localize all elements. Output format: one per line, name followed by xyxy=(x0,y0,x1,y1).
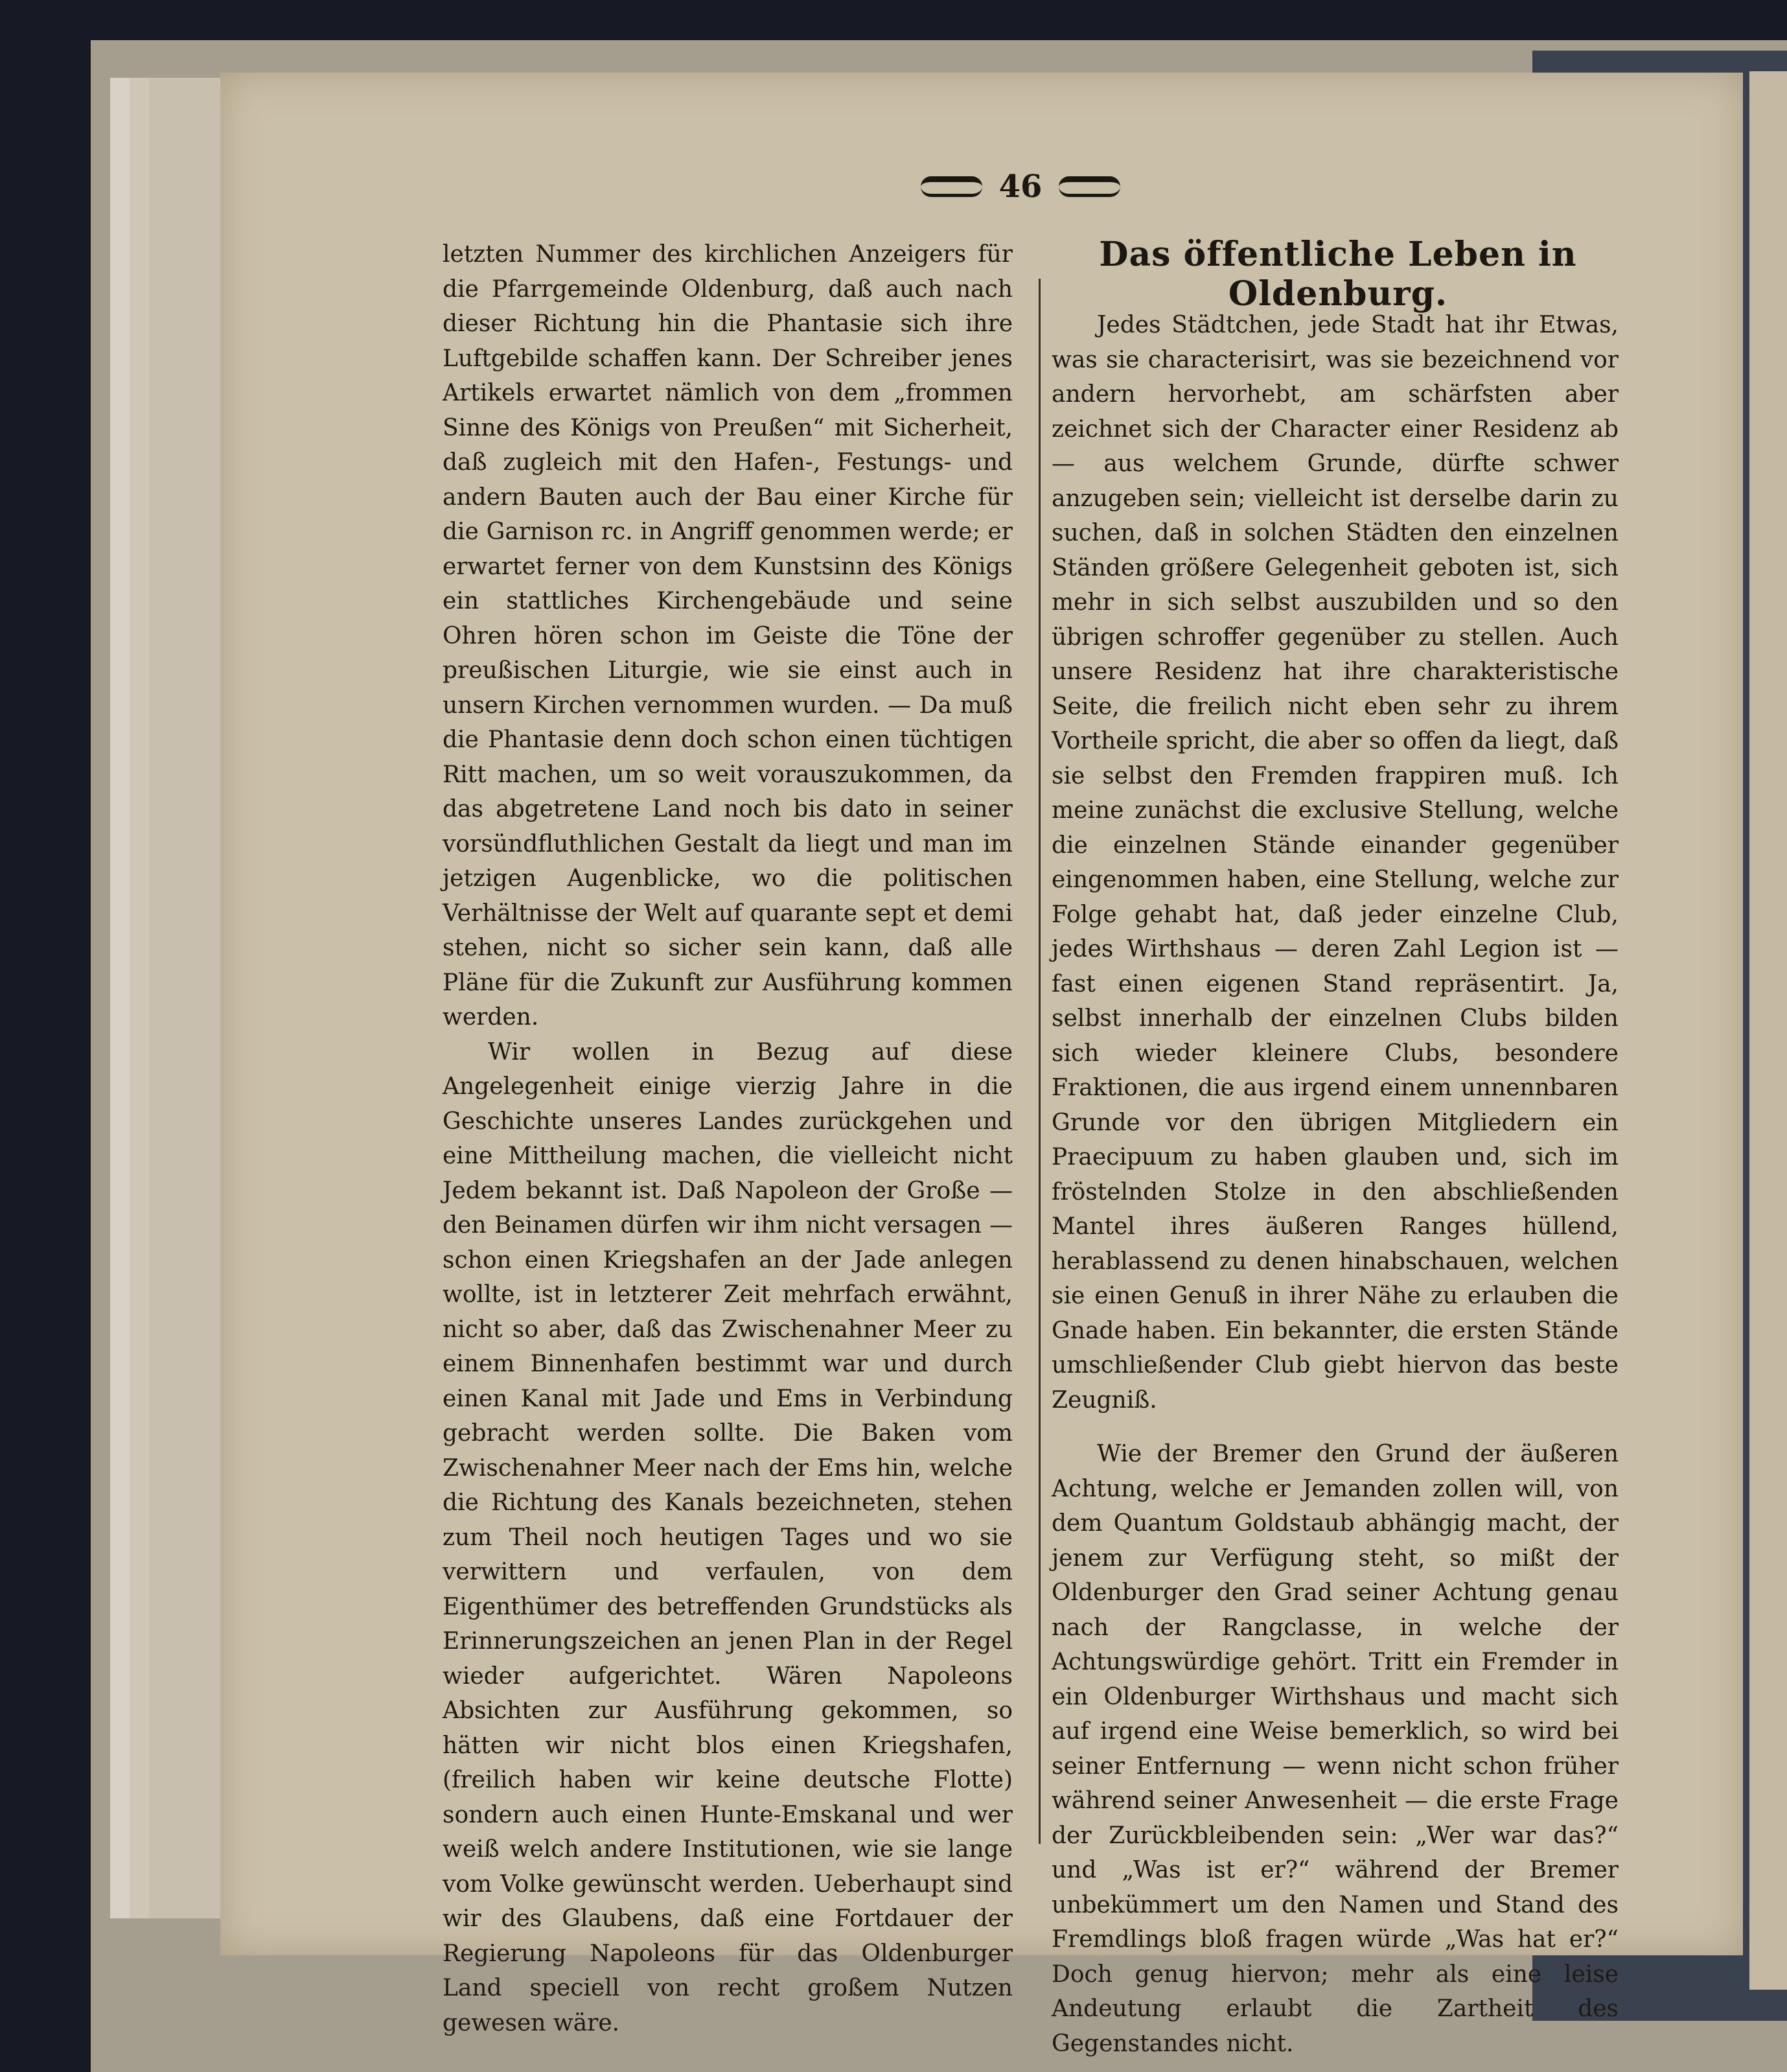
paragraph-left-2: Wir wollen in Bezug auf diese Angelegenheit einige vierzig Jahre in die Geschichte unseres Landes zurückgehen und eine Mittheilung machen, die vielleicht nicht Jedem bekannt ist. Daß Napoleon der Große — den Beinamen dürfen wir ihm nicht versagen — schon einen Kriegshafen an der Jade anlegen wollte, ist in letzterer Zeit mehrfach erwähnt, nicht so aber, daß das Zwischenahner Meer zu einem Binnenhafen bestimmt war und durch einen Kanal mit Jade und Ems in Verbindung gebracht werden sollte. Die Baken vom Zwischenahner Meer nach der Ems hin, welche die Richtung des Kanals bezeichneten, stehen zum Theil noch heutigen Tages und wo sie verwittern und verfaulen, von dem Eigenthümer des betreffenden Grundstücks als Erinnerungszeichen an jenen Plan in der Regel wieder aufgerichtet. Wären Napoleons Absichten zur Ausführung gekommen, so hätten wir nicht blos einen Kriegshafen, (freilich haben wir keine deutsche Flotte) sondern auch einen Hunte-Emskanal und wer weiß welch andere Institutionen, wie sie lange vom Volke gewünscht werden. Ueberhaupt sind wir des Glaubens, daß eine Fortdauer der Regierung Napoleons für das Oldenburger Land speciell von recht großem Nutzen gewesen wäre. xyxy=(443,1038,1013,2036)
next-page-edge xyxy=(1749,71,1787,1990)
page-header xyxy=(907,167,1134,206)
ornament-left-icon xyxy=(921,176,982,197)
paragraph-left-1: letzten Nummer des kirchlichen Anzeigers für die Pfarrgemeinde Oldenburg, daß auch nach dieser Richtung hin die Phantasie sich ihre Luftgebilde schaffen kann. Der Schreiber jenes Artikels erwartet nämlich von dem „frommen Sinne des Königs von Preußen“ mit Sicherheit, daß zugleich mit den Hafen-, Festungs- und andern Bauten auch der Bau einer Kirche für die Garnison rc. in Angriff genommen werde; er erwartet ferner von dem Kunstsinn des Königs ein stattliches Kirchengebäude und seine Ohren hören schon im Geiste die Töne der preußischen Liturgie, wie sie einst auch in unsern Kirchen vernommen wurden. — Da muß die Phantasie denn doch schon einen tüchtigen Ritt machen, um so weit vorauszukommen, da das abgetretene Land noch bis dato in seiner vorsündfluthlichen Gestalt da liegt und man im jetzigen Augenblicke, wo die politischen Verhältnisse der Welt auf quarante sept et demi stehen, nicht so sicher sein kann, daß alle Pläne für die Zukunft zur Ausführung kommen werden. xyxy=(443,241,1013,1030)
ornament-right-icon xyxy=(1059,176,1120,197)
paragraph-right-1: Jedes Städtchen, jede Stadt hat ihr Etwas, was sie characterisirt, was sie bezeichnend vor andern hervorhebt, am schärfsten aber zeichnet sich der Character einer Residenz ab — aus welchem Grunde, dürfte schwer anzugeben sein; vielleicht ist derselbe darin zu suchen, daß in solchen Städten den einzelnen Ständen größere Gelegenheit geboten ist, sich mehr in sich selbst auszubilden und so den übrigen schroffer gegenüber zu stellen. Auch unsere Residenz hat ihre charakteristische Seite, die freilich nicht eben sehr zu ihrem Vortheile spricht, die aber so offen da liegt, daß sie selbst den Fremden frappiren muß. Ich meine zunächst die exclusive Stellung, welche die einzelnen Stände einander gegenüber eingenommen haben, eine Stellung, welche zur Folge gehabt hat, daß jeder einzelne Club, jedes Wirthshaus — deren Zahl Legion ist — fast einen eigenen Stand repräsentirt. Ja, selbst innerhalb der einzelnen Clubs bilden sich wieder kleinere Clubs, besondere Fraktionen, die aus irgend einem unnennbaren Grunde vor den übrigen Mitgliedern ein Praecipuum zu haben glauben und, sich im fröstelnden Stolze in den abschließenden Mantel ihres äußeren Ranges hüllend, herablassend zu denen hinabschauen, welchen sie einen Genuß in ihrer Nähe zu erlauben die Gnade haben. Ein bekannter, die ersten Stände umschließender Club giebt hiervon das beste Zeugniß. xyxy=(1052,312,1619,1414)
paragraph-right-2: Wie der Bremer den Grund der äußeren Achtung, welche er Jemanden zollen will, von dem Quantum Goldstaub abhängig macht, der jenem zur Verfügung steht, so mißt der Oldenburger den Grad seiner Achtung genau nach der Rangclasse, in welche der Achtungswürdige gehört. Tritt ein Fremder in ein Oldenburger Wirthshaus und macht sich auf irgend eine Weise bemerklich, so wird bei seiner Entfernung — wenn nicht schon früher während seiner Anwesenheit — die erste Frage der Zurückbleibenden sein: „Wer war das?“ und „Was ist er?“ während der Bremer unbekümmert um den Namen und Stand des Fremdlings bloß fragen würde „Was hat er?“ Doch genug hiervon; mehr als eine leise Andeutung erlaubt die Zartheit des Gegenstandes nicht. xyxy=(1052,1441,1619,2057)
page-number: 46 xyxy=(998,169,1043,205)
left-column xyxy=(443,237,1013,2040)
article-title: Das öffentliche Leben in Oldenburg. xyxy=(1099,235,1577,314)
right-column xyxy=(1052,308,1619,2061)
column-divider xyxy=(1039,279,1041,1844)
